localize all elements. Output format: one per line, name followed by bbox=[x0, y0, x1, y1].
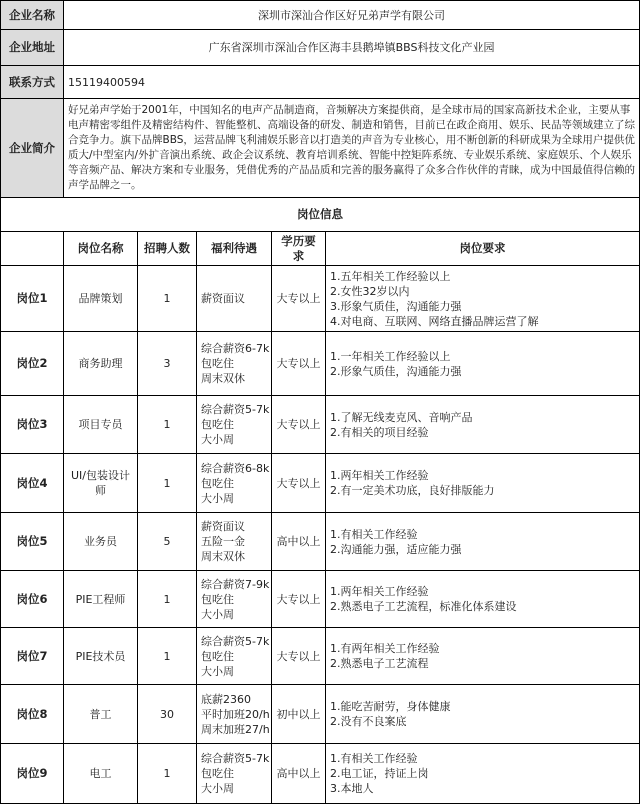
position-name: PIE工程师 bbox=[64, 571, 138, 628]
position-label: 岗位2 bbox=[1, 332, 64, 396]
requirement-line: 2.有相关的项目经验 bbox=[330, 425, 429, 439]
position-label: 岗位8 bbox=[1, 685, 64, 744]
requirement-line: 1.一年相关工作经验以上 bbox=[330, 349, 451, 363]
requirement-line: 1.有相关工作经验 bbox=[330, 527, 418, 541]
requirement-line: 2.电工证，持证上岗 bbox=[330, 767, 429, 780]
position-headcount: 1 bbox=[138, 266, 197, 332]
position-headcount: 1 bbox=[138, 396, 197, 454]
position-row bbox=[1, 744, 640, 804]
position-row bbox=[1, 513, 640, 571]
position-benefits bbox=[197, 513, 272, 571]
position-benefits bbox=[197, 744, 272, 804]
position-education: 大专以上 bbox=[272, 571, 326, 628]
position-benefits bbox=[197, 396, 272, 454]
benefit-line: 大小周 bbox=[201, 491, 234, 505]
header-benefits: 福利待遇 bbox=[197, 232, 272, 266]
requirement-line: 1.两年相关工作经验 bbox=[330, 585, 429, 598]
position-name: PIE技术员 bbox=[64, 628, 138, 685]
position-name: 业务员 bbox=[64, 513, 138, 571]
benefit-line: 大小周 bbox=[201, 607, 234, 621]
position-row bbox=[1, 571, 640, 628]
position-headcount: 3 bbox=[138, 332, 197, 396]
benefit-line: 包吃住 bbox=[201, 767, 234, 780]
requirement-line: 1.有两年相关工作经验 bbox=[330, 642, 440, 655]
company-contact-label: 联系方式 bbox=[1, 66, 64, 99]
benefit-line: 底薪2360 bbox=[201, 692, 251, 706]
requirement-line: 1.能吃苦耐劳，身体健康 bbox=[330, 700, 451, 713]
position-requirements bbox=[326, 685, 640, 744]
header-requirements: 岗位要求 bbox=[326, 232, 640, 266]
position-name: 品牌策划 bbox=[64, 266, 138, 332]
position-education: 大专以上 bbox=[272, 332, 326, 396]
position-label: 岗位6 bbox=[1, 571, 64, 628]
jobs-section-title-row bbox=[1, 198, 640, 232]
position-label: 岗位7 bbox=[1, 628, 64, 685]
position-row bbox=[1, 396, 640, 454]
benefit-line: 包吃住 bbox=[201, 649, 234, 663]
benefit-line: 周末加班27/h bbox=[201, 722, 270, 736]
requirement-line: 2.形象气质佳，沟通能力强 bbox=[330, 364, 462, 378]
position-requirements bbox=[326, 454, 640, 513]
benefit-line: 大小周 bbox=[201, 433, 234, 446]
requirement-line: 1.两年相关工作经验 bbox=[330, 469, 429, 482]
benefit-line: 大小周 bbox=[201, 782, 234, 795]
jobs-header-row bbox=[1, 232, 640, 266]
company-address-row bbox=[1, 30, 640, 66]
benefit-line: 综合薪资7-9k bbox=[201, 577, 270, 591]
header-headcount: 招聘人数 bbox=[138, 232, 197, 266]
header-position-name: 岗位名称 bbox=[64, 232, 138, 266]
position-education: 大专以上 bbox=[272, 628, 326, 685]
position-name: 项目专员 bbox=[64, 396, 138, 454]
benefit-line: 薪资面议 bbox=[201, 520, 245, 533]
requirement-line: 3.形象气质佳，沟通能力强 bbox=[330, 299, 462, 313]
benefit-line: 包吃住 bbox=[201, 357, 234, 370]
company-name-label: 企业名称 bbox=[1, 1, 64, 30]
position-label: 岗位4 bbox=[1, 454, 64, 513]
position-headcount: 1 bbox=[138, 571, 197, 628]
requirement-line: 1.了解无线麦克风、音响产品 bbox=[330, 410, 473, 424]
company-address: 广东省深圳市深汕合作区海丰县鹅埠镇BBS科技文化产业园 bbox=[64, 30, 640, 66]
benefit-line: 包吃住 bbox=[201, 418, 234, 431]
requirement-line: 2.没有不良案底 bbox=[330, 715, 407, 728]
benefit-line: 薪资面议 bbox=[201, 292, 245, 305]
requirement-line: 1.五年相关工作经验以上 bbox=[330, 269, 451, 283]
benefit-line: 五险一金 bbox=[201, 535, 245, 548]
position-benefits bbox=[197, 332, 272, 396]
requirement-line: 1.有相关工作经验 bbox=[330, 752, 418, 765]
position-label: 岗位3 bbox=[1, 396, 64, 454]
position-requirements bbox=[326, 266, 640, 332]
position-education: 高中以上 bbox=[272, 513, 326, 571]
company-intro-label: 企业简介 bbox=[1, 99, 64, 198]
company-contact-row bbox=[1, 66, 640, 99]
company-name: 深圳市深汕合作区好兄弟声学有限公司 bbox=[64, 1, 640, 30]
position-requirements bbox=[326, 396, 640, 454]
header-education: 学历要求 bbox=[272, 232, 326, 266]
benefit-line: 周末双休 bbox=[201, 372, 245, 385]
requirement-line: 3.本地人 bbox=[330, 782, 374, 795]
requirement-line: 2.熟悉电子工艺流程，标准化体系建设 bbox=[330, 600, 517, 613]
position-row bbox=[1, 628, 640, 685]
requirement-line: 2.女性32岁以内 bbox=[330, 284, 410, 298]
position-benefits bbox=[197, 571, 272, 628]
company-intro: 好兄弟声学始于2001年，中国知名的电声产品制造商，音频解决方案提供商，是全球市局的国家高新技术企业，主要从事电声精密零组件及精密结构件、智能整机、高端设备的研发、制造和销售，目前已在政企商用、娱乐、民品等领域建立了综合竞争力。旗下品牌BBS，运营品牌飞利浦娱乐影音以打造美的声音为专业核心，用不断创新的科研成果为全球用户提供优质大/中型室内/外扩音演出系统、政企会议系统、教育培训系统、智能中控矩阵系统、专业娱乐系统、家庭娱乐、个人娱乐等音频产品、解决方案和专业服务，凭借优秀的产品品质和完善的服务赢得了众多合作伙伴的青睐，成为中国最值得信赖的声学品牌之一。 bbox=[64, 99, 640, 198]
requirement-line: 2.沟通能力强，适应能力强 bbox=[330, 542, 462, 556]
benefit-line: 平时加班20/h bbox=[201, 707, 270, 721]
benefit-line: 周末双休 bbox=[201, 550, 245, 563]
position-requirements bbox=[326, 628, 640, 685]
benefit-line: 大小周 bbox=[201, 664, 234, 678]
position-label: 岗位5 bbox=[1, 513, 64, 571]
position-requirements bbox=[326, 513, 640, 571]
benefit-line: 综合薪资5-7k bbox=[201, 752, 270, 765]
position-headcount: 1 bbox=[138, 454, 197, 513]
jobs-section-title: 岗位信息 bbox=[1, 198, 640, 232]
requirement-line: 2.有一定美术功底，良好排版能力 bbox=[330, 484, 495, 497]
position-education: 大专以上 bbox=[272, 266, 326, 332]
position-row bbox=[1, 332, 640, 396]
benefit-line: 综合薪资5-7k bbox=[201, 634, 270, 648]
position-benefits bbox=[197, 266, 272, 332]
position-row bbox=[1, 266, 640, 332]
requirement-line: 2.熟悉电子工艺流程 bbox=[330, 657, 429, 670]
requirement-line: 4.对电商、互联网、网络直播品牌运营了解 bbox=[330, 314, 539, 328]
company-address-label: 企业地址 bbox=[1, 30, 64, 66]
position-label: 岗位1 bbox=[1, 266, 64, 332]
position-label: 岗位9 bbox=[1, 744, 64, 804]
benefit-line: 综合薪资6-8k bbox=[201, 461, 270, 475]
position-education: 初中以上 bbox=[272, 685, 326, 744]
benefit-line: 综合薪资5-7k bbox=[201, 403, 270, 416]
position-benefits bbox=[197, 454, 272, 513]
position-name: 电工 bbox=[64, 744, 138, 804]
position-requirements bbox=[326, 571, 640, 628]
position-requirements bbox=[326, 332, 640, 396]
position-name: UI/包装设计师 bbox=[64, 454, 138, 513]
company-contact: 15119400594 bbox=[64, 66, 640, 99]
header-blank bbox=[1, 232, 64, 266]
company-intro-row bbox=[1, 99, 640, 198]
position-name: 普工 bbox=[64, 685, 138, 744]
position-benefits bbox=[197, 685, 272, 744]
position-headcount: 1 bbox=[138, 628, 197, 685]
position-requirements bbox=[326, 744, 640, 804]
benefit-line: 包吃住 bbox=[201, 476, 234, 490]
position-row bbox=[1, 685, 640, 744]
position-benefits bbox=[197, 628, 272, 685]
position-name: 商务助理 bbox=[64, 332, 138, 396]
benefit-line: 综合薪资6-7k bbox=[201, 342, 270, 355]
position-headcount: 5 bbox=[138, 513, 197, 571]
position-headcount: 30 bbox=[138, 685, 197, 744]
position-row bbox=[1, 454, 640, 513]
position-education: 大专以上 bbox=[272, 454, 326, 513]
company-name-row bbox=[1, 1, 640, 30]
position-education: 高中以上 bbox=[272, 744, 326, 804]
benefit-line: 包吃住 bbox=[201, 592, 234, 606]
position-headcount: 1 bbox=[138, 744, 197, 804]
position-education: 大专以上 bbox=[272, 396, 326, 454]
